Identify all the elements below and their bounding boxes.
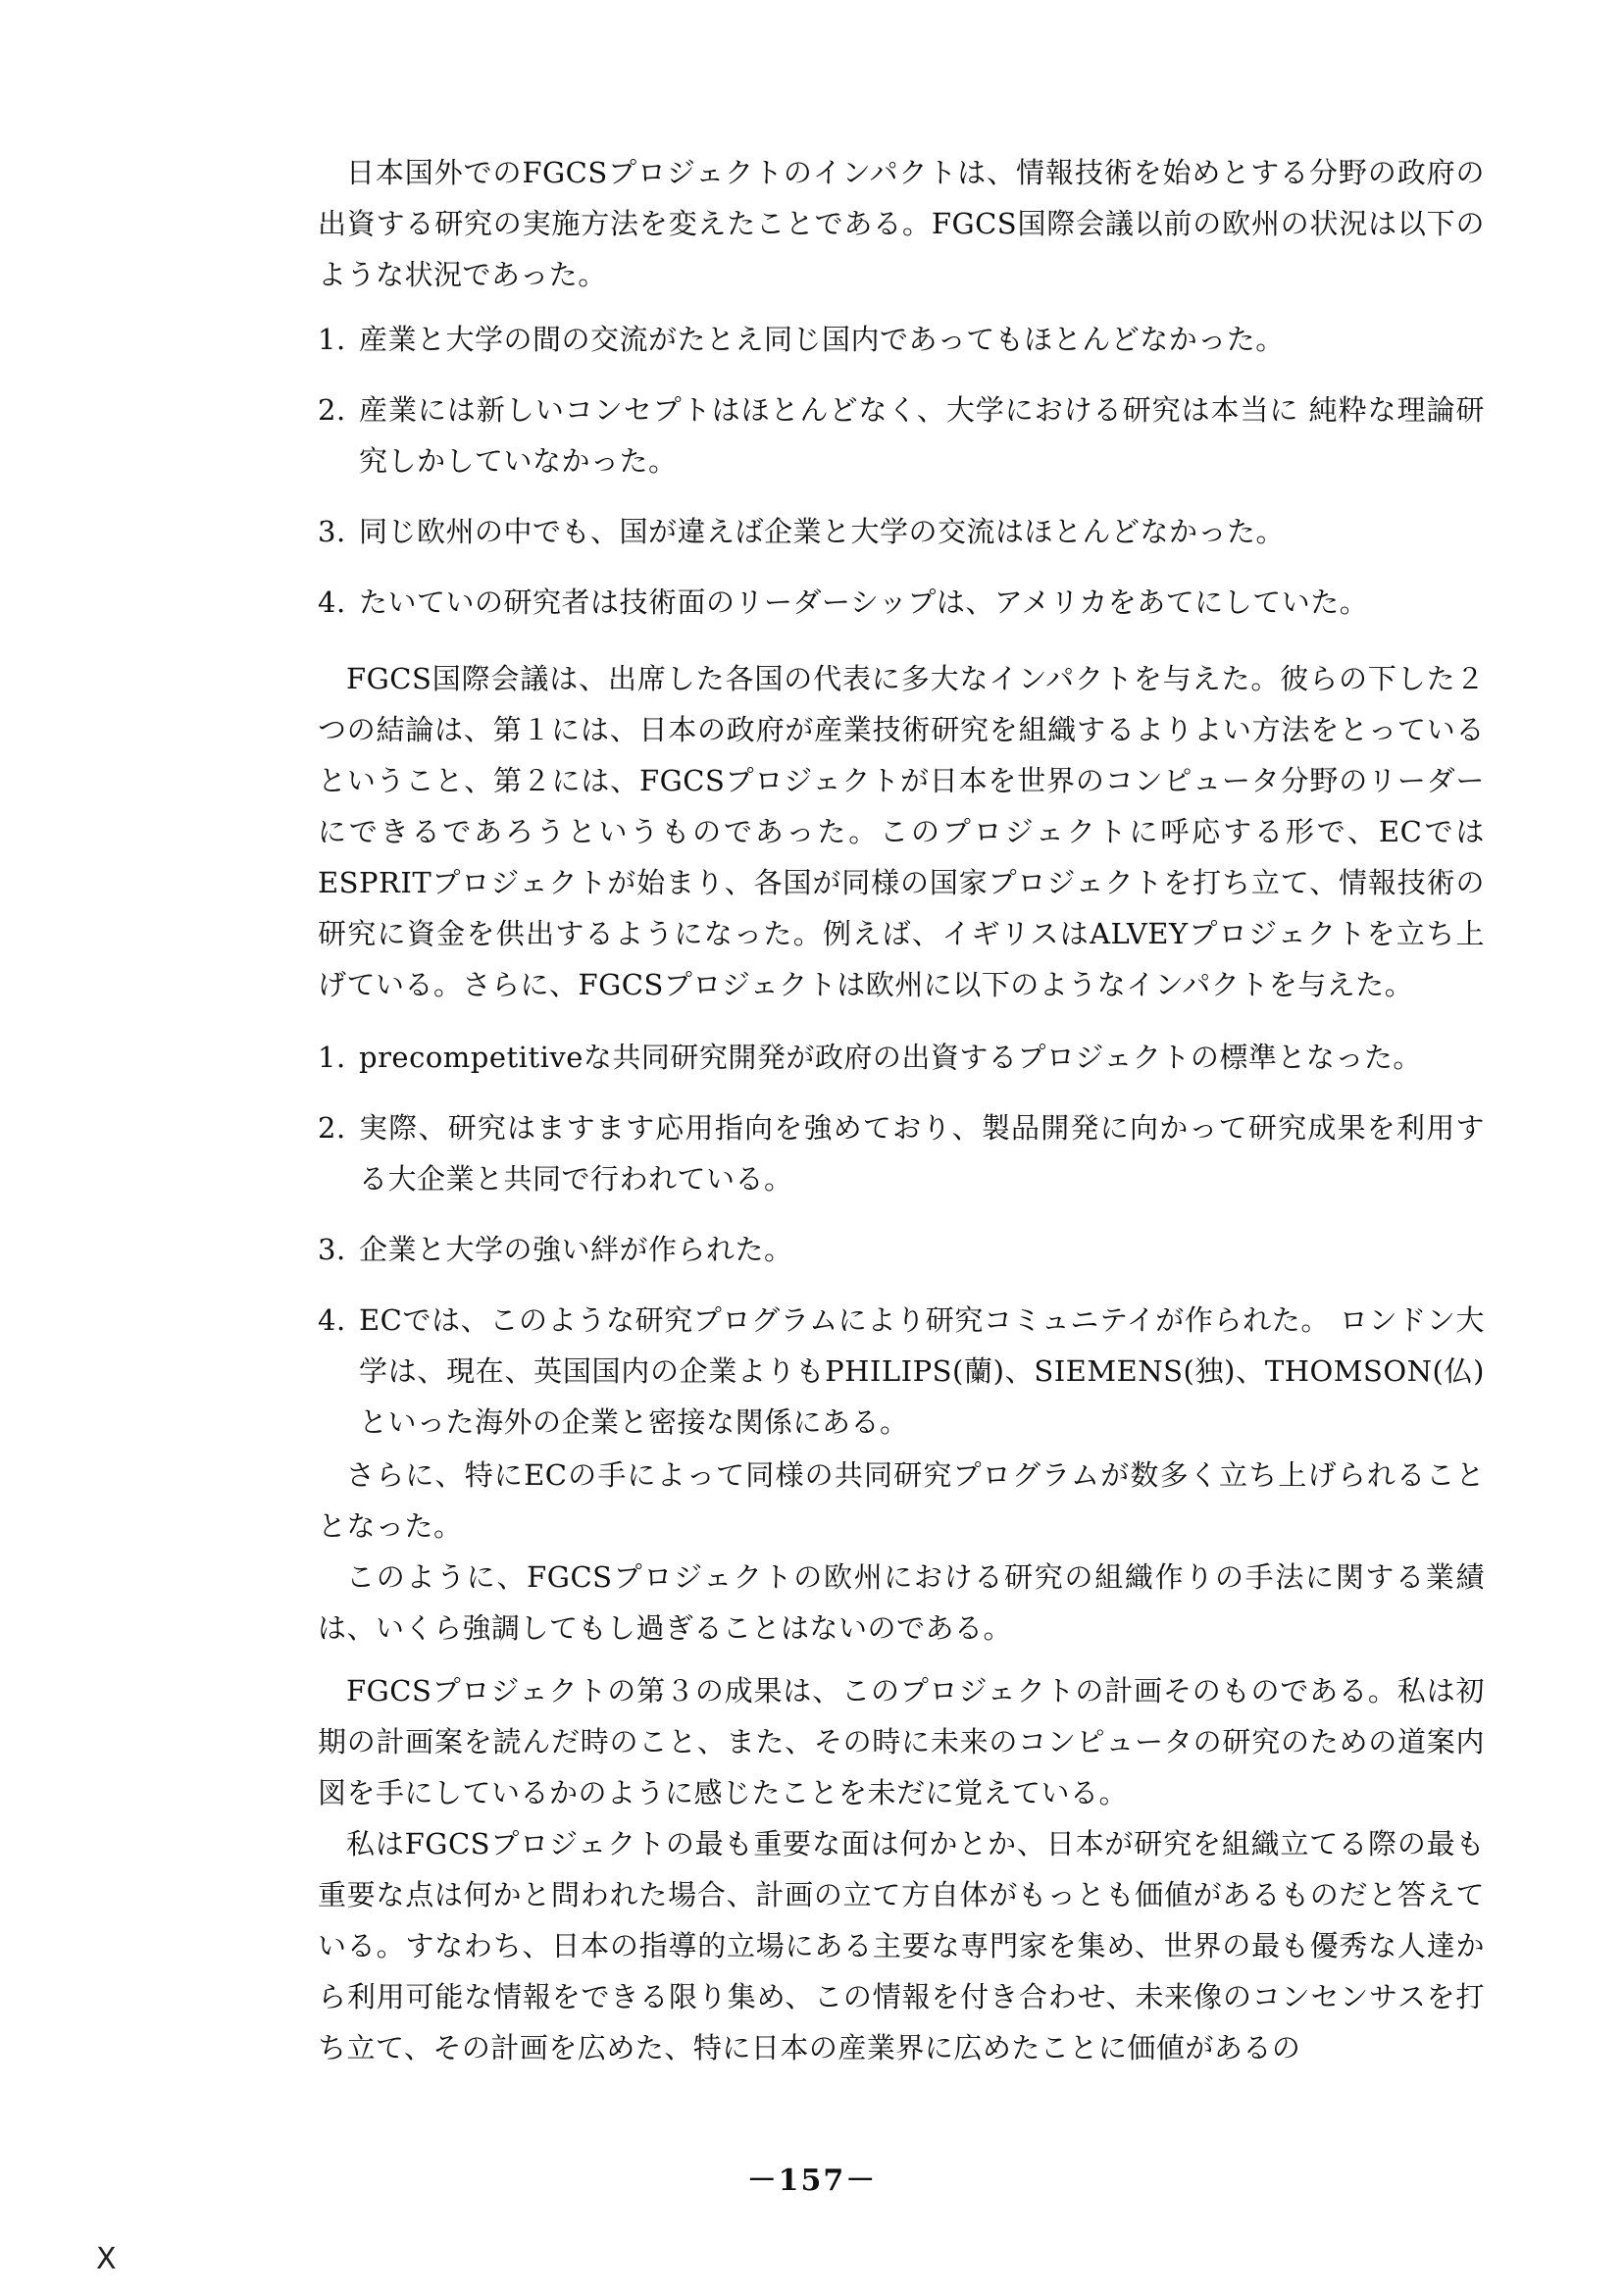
list-item — [318, 1102, 1485, 1204]
list-item — [318, 506, 1485, 557]
paragraph-achievement: このように、FGCSプロジェクトの欧州における研究の組織作りの手法に関する業績は、いくら強調してもし過ぎることはないのである。 — [318, 1560, 1485, 1645]
list-item — [318, 577, 1485, 628]
list-item — [318, 1224, 1485, 1275]
paragraph-third-result: FGCSプロジェクトの第３の成果は、このプロジェクトの計画そのものである。私は初期の計画案を読んだ時のこと、また、その時に未来のコンピュータの研究のための道案内図を手にしているかのように感じたことを未だに覚えている。 — [318, 1674, 1485, 1809]
list-number: 1. — [318, 323, 346, 356]
paragraph-group-ec — [318, 1450, 1485, 1654]
list-number: 3. — [318, 515, 346, 548]
paragraph-planning-value: 私はFGCSプロジェクトの最も重要な面は何かとか、日本が研究を組織立てる際の最も重要な点は何かと問われた場合、計画の立て方自体がもっとも価値があるものだと答えている。すなわち、日本の指導的立場にある主要な専門家を集め、世界の最も優秀な人達から利用可能な情報をできる限り集め、この情報を付き合わせ、未来像のコンセンサスを打ち立て、その計画を広めた、特に日本の産業界に広めたことに価値があるの — [318, 1827, 1485, 2064]
list-number: 2. — [318, 393, 346, 427]
list-item-text: 企業と大学の強い絆が作られた。 — [359, 1233, 793, 1266]
list-item-text: precompetitiveな共同研究開発が政府の出資するプロジェクトの標準となった。 — [359, 1041, 1422, 1074]
list-europe-situation — [318, 314, 1485, 628]
list-item-text: 同じ欧州の中でも、国が違えば企業と大学の交流はほとんどなかった。 — [359, 515, 1286, 548]
page-number: －157－ — [746, 2164, 878, 2198]
list-number: 3. — [318, 1233, 346, 1266]
list-item-text: 産業と大学の間の交流がたとえ同じ国内であってもほとんどなかった。 — [359, 323, 1285, 356]
list-number: 4. — [318, 1303, 346, 1337]
paragraph-ec-programs: さらに、特にECの手によって同様の共同研究プログラムが数多く立ち上げられることとなった。 — [318, 1458, 1485, 1543]
list-fgcs-impact — [318, 1032, 1485, 1448]
list-number: 4. — [318, 586, 346, 619]
paragraph-conference-impact: FGCS国際会議は、出席した各国の代表に多大なインパクトを与えた。彼らの下した２つの結論は、第１には、日本の政府が産業技術研究を組織するよりよい方法をとっているということ、第２には、FGCSプロジェクトが日本を世界のコンピュータ分野のリーダーにできるであろうというものであった。このプロジェクトに呼応する形で、ECではESPRITプロジェクトが始まり、各国が同様の国家プロジェクトを打ち立て、情報技術の研究に資金を供出するようになった。例えば、イギリスはALVEYプロジェクトを立ち上げている。さらに、FGCSプロジェクトは欧州に以下のようなインパクトを与えた。 — [318, 662, 1485, 1001]
list-item-text: たいていの研究者は技術面のリーダーシップは、アメリカをあてにしていた。 — [359, 586, 1369, 619]
list-item — [318, 1032, 1485, 1083]
handwritten-margin-mark: X — [96, 2242, 117, 2276]
paragraph-group-plan — [318, 1665, 1485, 2073]
list-item-text: ECでは、このような研究プログラムにより研究コミュニテイが作られた。 ロンドン大学は、現在、英国国内の企業よりもPHILIPS(蘭)、SIEMENS(独)、THOMSON(仏)といった海外の企業と密接な関係にある。 — [359, 1303, 1485, 1439]
list-item — [318, 1295, 1485, 1448]
list-number: 2. — [318, 1111, 346, 1145]
list-item — [318, 384, 1485, 486]
list-number: 1. — [318, 1041, 346, 1074]
list-item — [318, 314, 1485, 365]
paragraph-intro: 日本国外でのFGCSプロジェクトのインパクトは、情報技術を始めとする分野の政府の出資する研究の実施方法を変えたことである。FGCS国際会議以前の欧州の状況は以下のような状況であった。 — [318, 156, 1485, 291]
list-item-text: 実際、研究はますます応用指向を強めており、製品開発に向かって研究成果を利用する大企業と共同で行われている。 — [359, 1111, 1485, 1196]
list-item-text: 産業には新しいコンセプトはほとんどなく、大学における研究は本当に 純粋な理論研究しかしていなかった。 — [359, 393, 1485, 478]
